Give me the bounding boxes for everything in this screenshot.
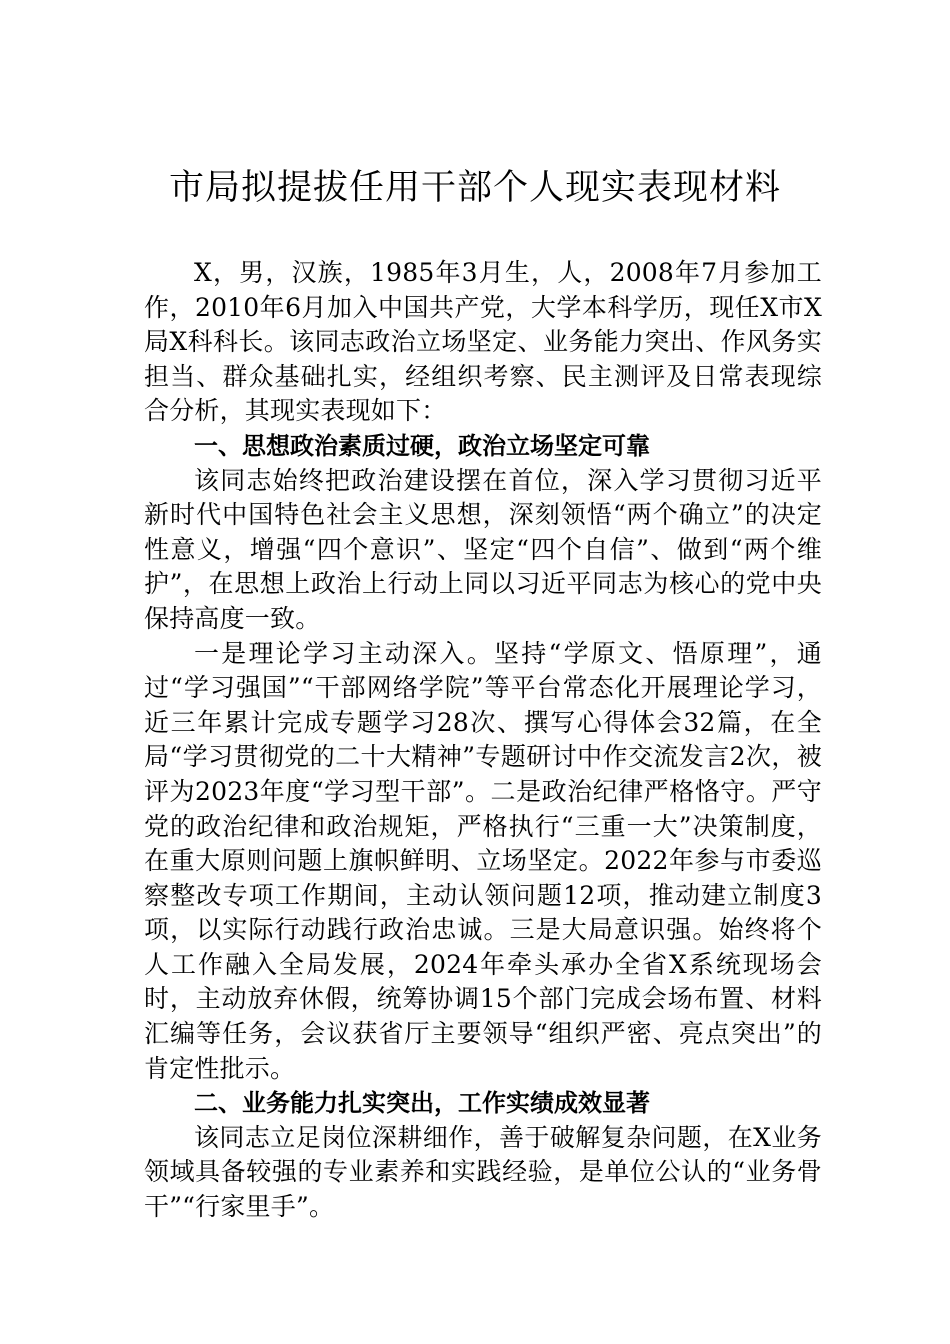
section-heading-1: 一、思想政治素质过硬，政治立场坚定可靠 — [194, 431, 650, 460]
section-heading-2: 二、业务能力扎实突出，工作实绩成效显著 — [194, 1089, 650, 1118]
body-paragraph: 该同志始终把政治建设摆在首位，深入学习贯彻习近平新时代中国特色社会主义思想，深刻领悟“两个确立”的决定性意义，增强“四个意识”、坚定“四个自信”、做到“两个维护”，在思想上政治上行动上同以习近平同志为核心的党中央保持高度一致。 — [144, 465, 822, 633]
body-paragraph: 一是理论学习主动深入。坚持“学原文、悟原理”，通过“学习强国”“干部网络学院”等平台常态化开展理论学习，近三年累计完成专题学习28次、撰写心得体会32篇，在全局“学习贯彻党的二十大精神”专题研讨中作交流发言2次，被评为2023年度“学习型干部”。二是政治纪律严格恪守。严守党的政治纪律和政治规矩，严格执行“三重一大”决策制度，在重大原则问题上旗帜鲜明、立场坚定。2022年参与市委巡察整改专项工作期间，主动认领问题12项，推动建立制度3项，以实际行动践行政治忠诚。三是大局意识强。始终将个人工作融入全局发展，2024年牵头承办全省X系统现场会时，主动放弃休假，统筹协调15个部门完成会场布置、材料汇编等任务，会议获省厅主要领导“组织严密、亮点突出”的肯定性批示。 — [144, 638, 822, 1083]
intro-paragraph: X，男，汉族，1985年3月生，人，2008年7月参加工作，2010年6月加入中国共产党，大学本科学历，现任X市X局X科科长。该同志政治立场坚定、业务能力突出、作风务实担当、群众基础扎实，经组织考察、民主测评及日常表现综合分析，其现实表现如下： — [144, 258, 822, 426]
body-paragraph: 该同志立足岗位深耕细作，善于破解复杂问题，在X业务领域具备较强的专业素养和实践经验，是单位公认的“业务骨干”“行家里手”。 — [144, 1122, 822, 1222]
document-title: 市局拟提拔任用干部个人现实表现材料 — [168, 168, 781, 208]
document-body — [144, 256, 822, 1225]
